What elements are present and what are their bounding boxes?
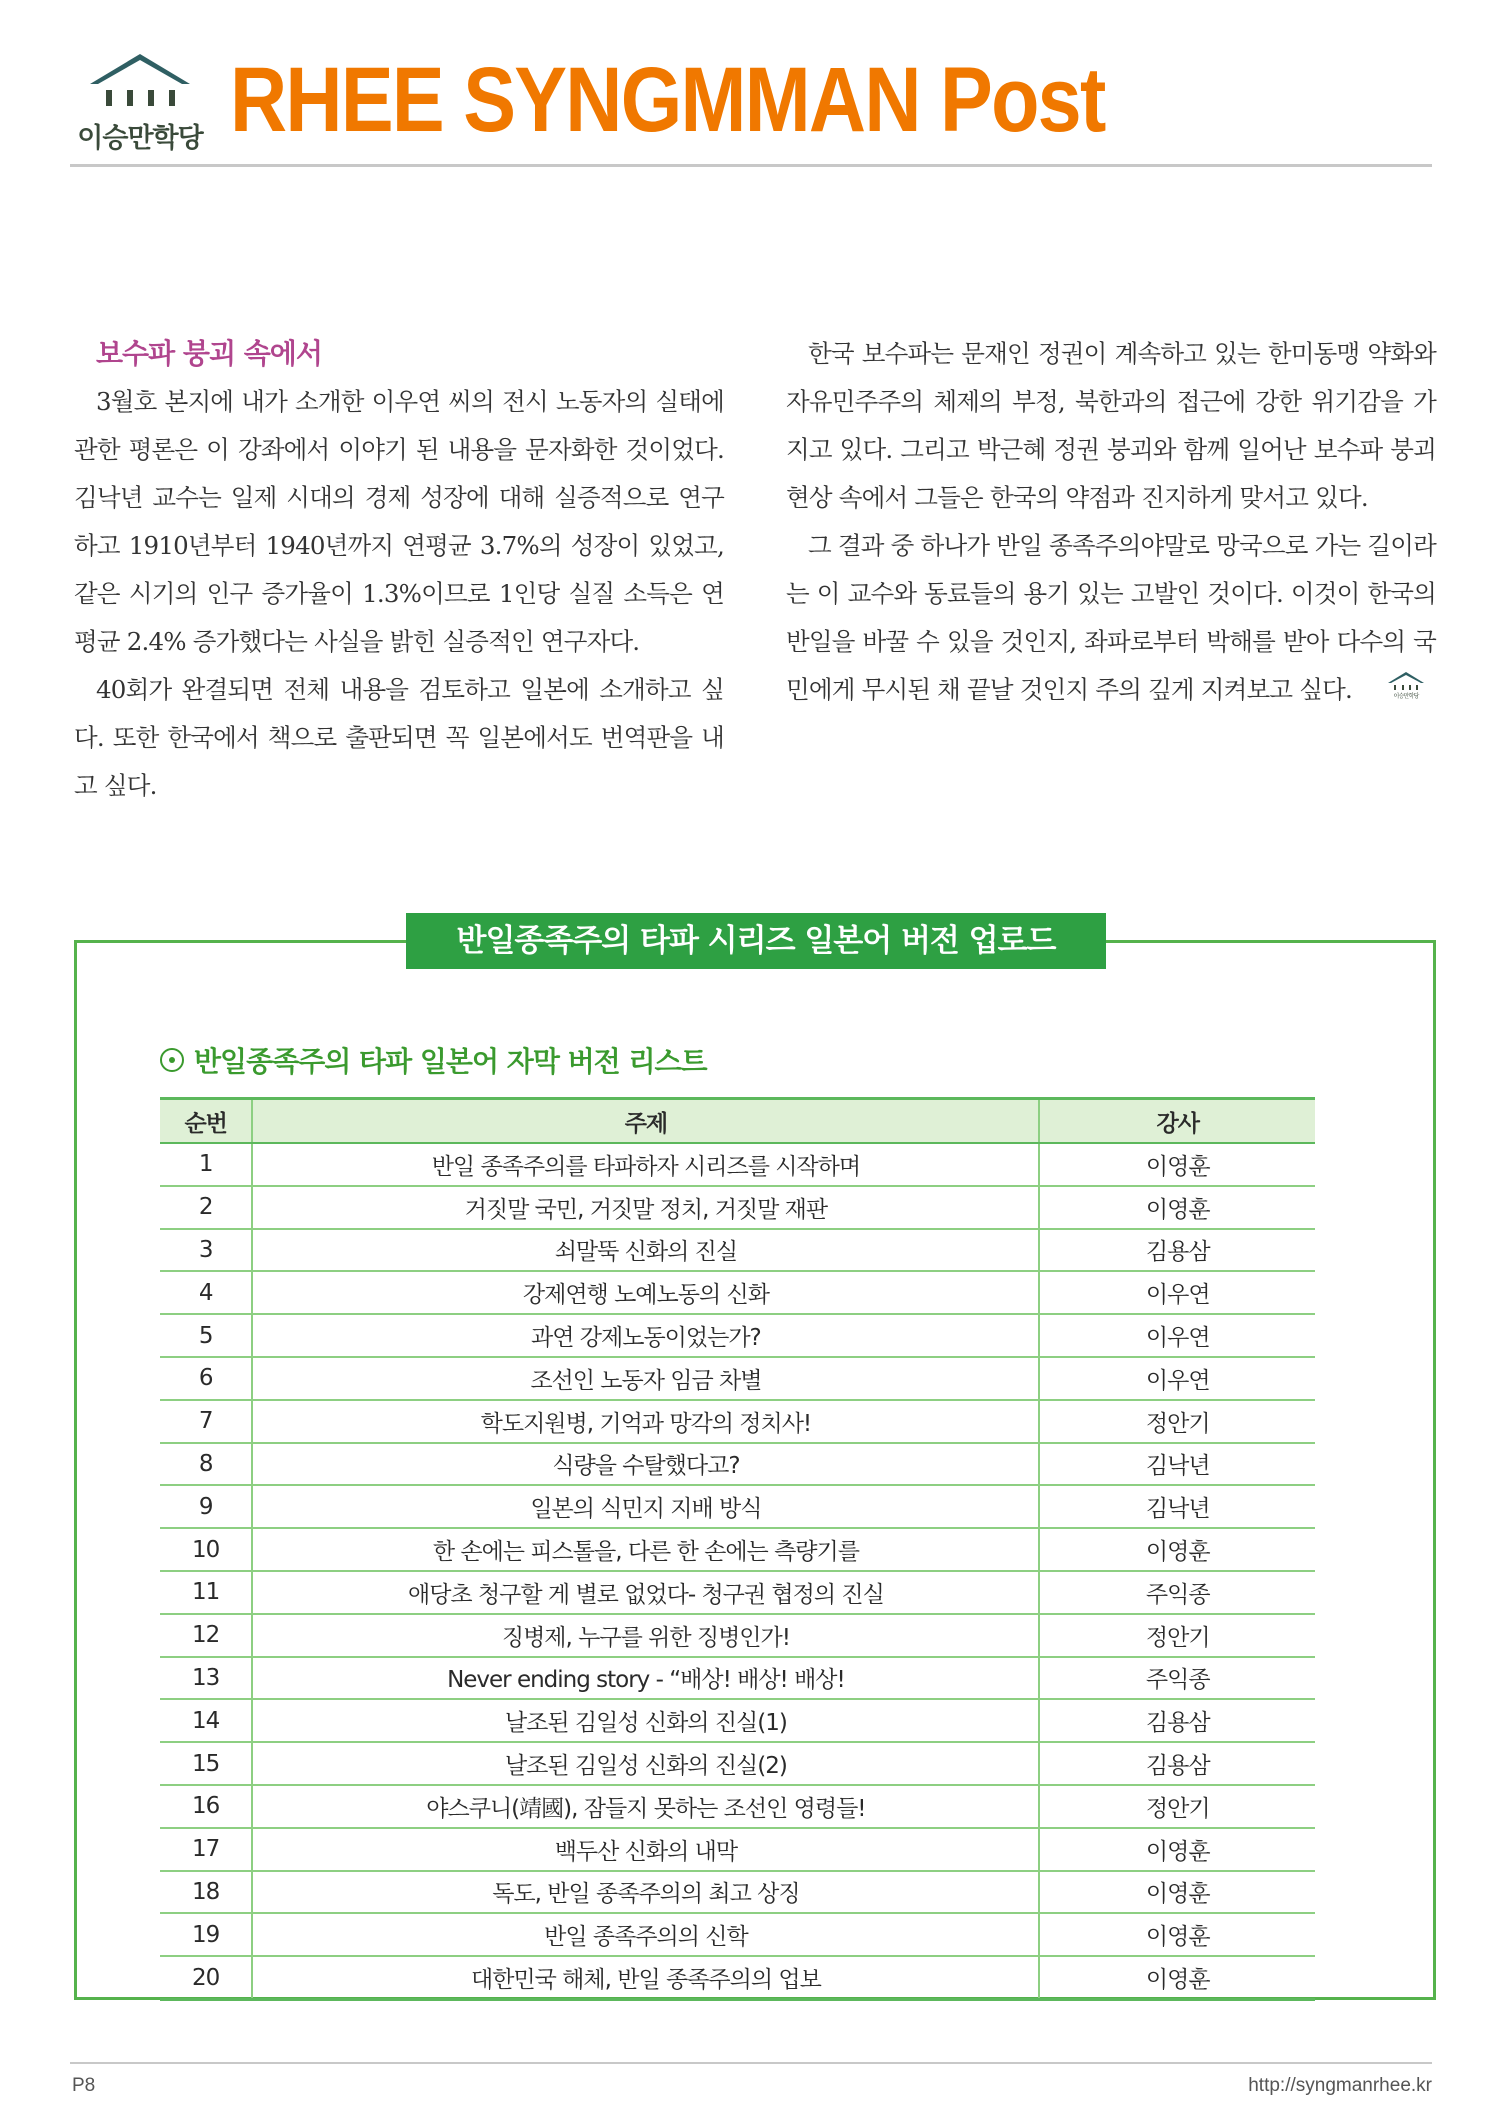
table-row bbox=[160, 1913, 1315, 1956]
column-header-number: 순번 bbox=[160, 1099, 252, 1144]
table-row bbox=[160, 1699, 1315, 1742]
cell-lecturer: 이우연 bbox=[1039, 1314, 1315, 1357]
list-title bbox=[160, 1040, 707, 1080]
cell-topic: 강제연행 노예노동의 신화 bbox=[252, 1271, 1039, 1314]
website-link[interactable]: http://syngmanrhee.kr bbox=[1248, 2075, 1432, 2096]
cell-lecturer: 김용삼 bbox=[1039, 1742, 1315, 1785]
end-mark-logo-icon bbox=[1364, 668, 1426, 716]
cell-lecturer: 김낙년 bbox=[1039, 1443, 1315, 1486]
cell-topic: 쇠말뚝 신화의 진실 bbox=[252, 1229, 1039, 1272]
section-heading: 보수파 붕괴 속에서 bbox=[96, 337, 322, 370]
cell-number: 18 bbox=[160, 1871, 252, 1914]
cell-topic: 한 손에는 피스톨을, 다른 한 손에는 측량기를 bbox=[252, 1528, 1039, 1571]
paragraph: 한국 보수파는 문재인 정권이 계속하고 있는 한미동맹 약화와 자유민주주의 체제의 부정, 북한과의 접근에 강한 위기감을 가지고 있다. 그리고 박근혜 정권 붕괴와 함께 일어난 보수파 붕괴 현상 속에서 그들은 한국의 약점과 진지하게 맞서고 있다. bbox=[786, 339, 1436, 512]
school-house-icon bbox=[88, 50, 192, 114]
cell-number: 11 bbox=[160, 1571, 252, 1614]
cell-number: 12 bbox=[160, 1614, 252, 1657]
cell-number: 10 bbox=[160, 1528, 252, 1571]
table-row bbox=[160, 1400, 1315, 1443]
cell-number: 15 bbox=[160, 1742, 252, 1785]
cell-topic: 징병제, 누구를 위한 징병인가! bbox=[252, 1614, 1039, 1657]
cell-topic: 반일 종족주의의 신학 bbox=[252, 1913, 1039, 1956]
table-row bbox=[160, 1657, 1315, 1700]
cell-topic: 거짓말 국민, 거짓말 정치, 거짓말 재판 bbox=[252, 1186, 1039, 1229]
cell-lecturer: 정안기 bbox=[1039, 1785, 1315, 1828]
page-number: P8 bbox=[72, 2075, 96, 2096]
lecture-table bbox=[160, 1097, 1315, 2001]
cell-number: 7 bbox=[160, 1400, 252, 1443]
cell-number: 17 bbox=[160, 1828, 252, 1871]
series-banner: 반일종족주의 타파 시리즈 일본어 버전 업로드 bbox=[406, 913, 1106, 969]
cell-topic: 야스쿠니(靖國), 잠들지 못하는 조선인 영령들! bbox=[252, 1785, 1039, 1828]
cell-topic: 일본의 식민지 지배 방식 bbox=[252, 1485, 1039, 1528]
masthead-title: RHEE SYNGMMAN Post bbox=[230, 49, 1105, 151]
cell-lecturer: 주익종 bbox=[1039, 1657, 1315, 1700]
table-row bbox=[160, 1614, 1315, 1657]
cell-topic: 대한민국 해체, 반일 종족주의의 업보 bbox=[252, 1956, 1039, 1999]
cell-number: 13 bbox=[160, 1657, 252, 1700]
table-row bbox=[160, 1229, 1315, 1272]
cell-lecturer: 김용삼 bbox=[1039, 1699, 1315, 1742]
cell-lecturer: 이영훈 bbox=[1039, 1956, 1315, 1999]
cell-number: 8 bbox=[160, 1443, 252, 1486]
cell-number: 16 bbox=[160, 1785, 252, 1828]
cell-lecturer: 이우연 bbox=[1039, 1271, 1315, 1314]
cell-lecturer: 이영훈 bbox=[1039, 1143, 1315, 1186]
cell-number: 3 bbox=[160, 1229, 252, 1272]
cell-topic: 조선인 노동자 임금 차별 bbox=[252, 1357, 1039, 1400]
cell-topic: 과연 강제노동이었는가? bbox=[252, 1314, 1039, 1357]
table-row bbox=[160, 1443, 1315, 1486]
cell-topic: 독도, 반일 종족주의의 최고 상징 bbox=[252, 1871, 1039, 1914]
cell-lecturer: 김낙년 bbox=[1039, 1485, 1315, 1528]
cell-topic: 반일 종족주의를 타파하자 시리즈를 시작하며 bbox=[252, 1143, 1039, 1186]
cell-lecturer: 정안기 bbox=[1039, 1400, 1315, 1443]
logo[interactable] bbox=[70, 48, 210, 158]
paragraph-text: 그 결과 중 하나가 반일 종족주의야말로 망국으로 가는 길이라는 이 교수와 동료들의 용기 있는 고발인 것이다. 이것이 한국의 반일을 바꿀 수 있을 것인지, 좌파로부터 박해를 받아 다수의 국민에게 무시된 채 끝날 것인지 주의 깊게 지켜보고 싶다. bbox=[786, 531, 1436, 704]
cell-lecturer: 이영훈 bbox=[1039, 1186, 1315, 1229]
cell-lecturer: 이영훈 bbox=[1039, 1871, 1315, 1914]
table-header-row bbox=[160, 1099, 1315, 1144]
cell-lecturer: 이우연 bbox=[1039, 1357, 1315, 1400]
cell-topic: 백두산 신화의 내막 bbox=[252, 1828, 1039, 1871]
cell-lecturer: 이영훈 bbox=[1039, 1528, 1315, 1571]
list-title-text: 반일종족주의 타파 일본어 자막 버전 리스트 bbox=[194, 1045, 707, 1078]
cell-lecturer: 김용삼 bbox=[1039, 1229, 1315, 1272]
table-row bbox=[160, 1357, 1315, 1400]
header bbox=[70, 48, 1432, 166]
cell-number: 9 bbox=[160, 1485, 252, 1528]
paragraph bbox=[786, 522, 1436, 716]
footer-divider bbox=[70, 2062, 1432, 2064]
cell-topic: 학도지원병, 기억과 망각의 정치사! bbox=[252, 1400, 1039, 1443]
cell-number: 14 bbox=[160, 1699, 252, 1742]
header-divider bbox=[70, 164, 1432, 167]
paragraph: 3월호 본지에 내가 소개한 이우연 씨의 전시 노동자의 실태에 관한 평론은 이 강좌에서 이야기 된 내용을 문자화한 것이었다. 김낙년 교수는 일제 시대의 경제 성장에 대해 실증적으로 연구하고 1910년부터 1940년까지 연평균 3.7%의 성장이 있었고, 같은 시기의 인구 증가율이 1.3%이므로 1인당 실질 소득은 연평균 2.4% 증가했다는 사실을 밝힌 실증적인 연구자다. bbox=[74, 387, 724, 656]
paragraph: 40회가 완결되면 전체 내용을 검토하고 일본에 소개하고 싶다. 또한 한국에서 책으로 출판되면 꼭 일본에서도 번역판을 내고 싶다. bbox=[74, 675, 724, 800]
table-row bbox=[160, 1828, 1315, 1871]
cell-number: 20 bbox=[160, 1956, 252, 1999]
cell-number: 1 bbox=[160, 1143, 252, 1186]
cell-number: 4 bbox=[160, 1271, 252, 1314]
table-row bbox=[160, 1314, 1315, 1357]
table-row bbox=[160, 1742, 1315, 1785]
cell-topic: 애당초 청구할 게 별로 없었다- 청구권 협정의 진실 bbox=[252, 1571, 1039, 1614]
table-row bbox=[160, 1871, 1315, 1914]
table-row bbox=[160, 1956, 1315, 1999]
column-header-lecturer: 강사 bbox=[1039, 1099, 1315, 1144]
cell-number: 6 bbox=[160, 1357, 252, 1400]
cell-topic: Never ending story - “배상! 배상! 배상! bbox=[252, 1657, 1039, 1700]
table-row bbox=[160, 1785, 1315, 1828]
cell-lecturer: 정안기 bbox=[1039, 1614, 1315, 1657]
logo-text: 이승만학당 bbox=[77, 123, 203, 154]
table-row bbox=[160, 1571, 1315, 1614]
table-row bbox=[160, 1143, 1315, 1186]
table-row bbox=[160, 1528, 1315, 1571]
cell-lecturer: 이영훈 bbox=[1039, 1828, 1315, 1871]
column-header-topic: 주제 bbox=[252, 1099, 1039, 1144]
cell-number: 2 bbox=[160, 1186, 252, 1229]
table-row bbox=[160, 1271, 1315, 1314]
article-left-column bbox=[74, 330, 724, 810]
circle-bullet-icon bbox=[160, 1048, 184, 1072]
cell-lecturer: 이영훈 bbox=[1039, 1913, 1315, 1956]
cell-topic: 날조된 김일성 신화의 진실(1) bbox=[252, 1699, 1039, 1742]
table-row bbox=[160, 1186, 1315, 1229]
cell-lecturer: 주익종 bbox=[1039, 1571, 1315, 1614]
cell-number: 19 bbox=[160, 1913, 252, 1956]
cell-topic: 날조된 김일성 신화의 진실(2) bbox=[252, 1742, 1039, 1785]
end-mark-logo-text: 이승만학당 bbox=[1393, 692, 1419, 700]
cell-topic: 식량을 수탈했다고? bbox=[252, 1443, 1039, 1486]
article-right-column bbox=[786, 330, 1436, 716]
table-row bbox=[160, 1485, 1315, 1528]
cell-number: 5 bbox=[160, 1314, 252, 1357]
